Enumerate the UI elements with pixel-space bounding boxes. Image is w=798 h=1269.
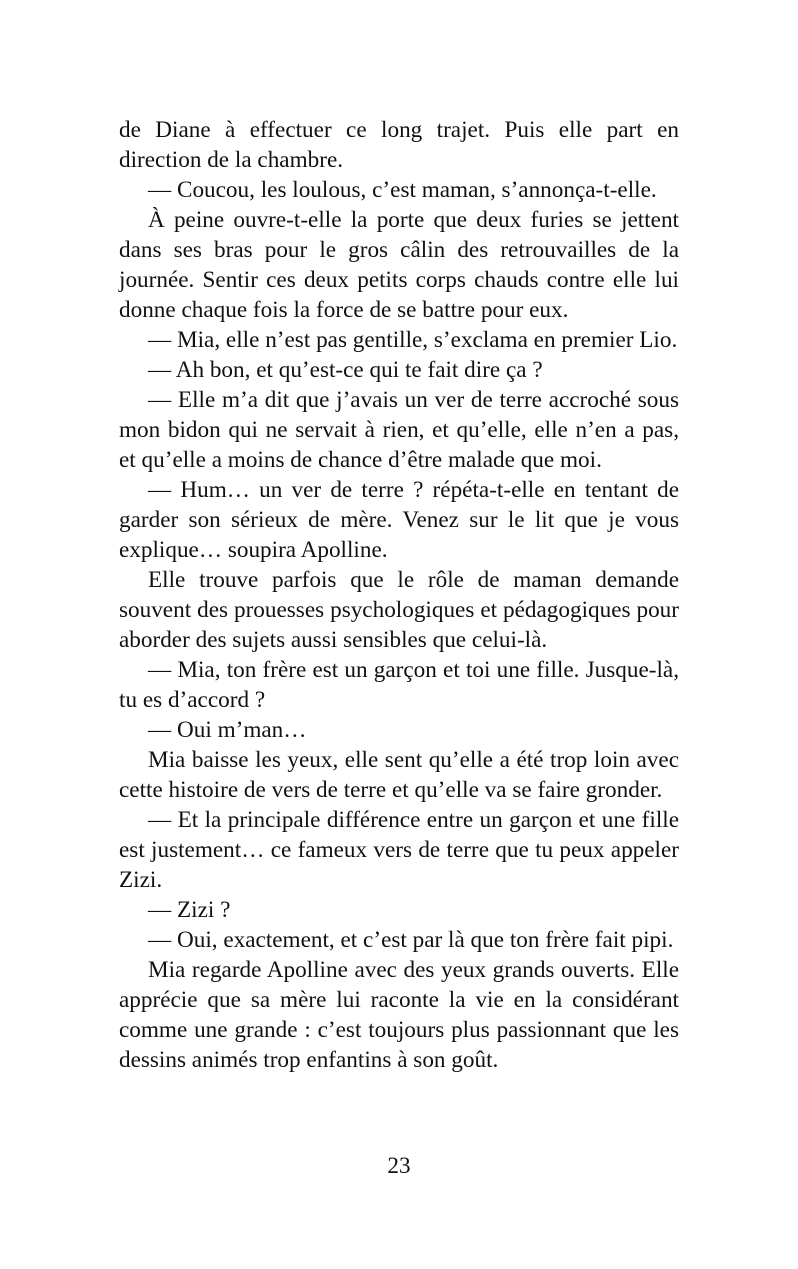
paragraph: — Mia, elle n’est pas gentille, s’exclama en premier Lio.	[148, 327, 678, 353]
paragraph: Elle trouve parfois que le rôle de maman demande souvent des prouesses psychologiques et pédagogiques pour aborder des sujets aussi sensibles que celui-là.	[119, 567, 679, 653]
paragraph: — Mia, ton frère est un garçon et toi une fille. Jusque-là, tu es d’accord ?	[119, 657, 679, 713]
paragraph: — Coucou, les loulous, c’est maman, s’annonça-t-elle.	[148, 177, 657, 203]
paragraph: — Zizi ?	[148, 897, 231, 923]
page-number: 23	[387, 1153, 411, 1179]
paragraph: — Et la principale différence entre un garçon et une fille est justement… ce fameux vers de terre que tu peux appeler Zizi.	[119, 807, 679, 893]
paragraph: — Oui, exactement, et c’est par là que ton frère fait pipi.	[148, 927, 674, 953]
paragraph: Mia regarde Apolline avec des yeux grands ouverts. Elle apprécie que sa mère lui raconte la vie en la considérant comme une grande : c’est toujours plus passionnant que les dessins animés trop enfantins à son goût.	[119, 957, 679, 1073]
paragraph: Mia baisse les yeux, elle sent qu’elle a été trop loin avec cette histoire de vers de terre et qu’elle va se faire gronder.	[119, 747, 679, 803]
paragraph: de Diane à effectuer ce long trajet. Puis elle part en direction de la chambre.	[119, 117, 679, 173]
body-text	[119, 115, 679, 1075]
paragraph: À peine ouvre-t-elle la porte que deux furies se jettent dans ses bras pour le gros câlin des retrouvailles de la journée. Sentir ces deux petits corps chauds contre elle lui donne chaque fois la force de se battre pour eux.	[119, 207, 679, 323]
paragraph: — Oui m’man…	[148, 717, 307, 743]
paragraph: — Hum… un ver de terre ? répéta-t-elle en tentant de garder son sérieux de mère. Venez sur le lit que je vous explique… soupira Apolline.	[119, 477, 679, 563]
paragraph: — Ah bon, et qu’est-ce qui te fait dire ça ?	[148, 357, 543, 383]
paragraph: — Elle m’a dit que j’avais un ver de terre accroché sous mon bidon qui ne servait à rien, et qu’elle, elle n’en a pas, et qu’elle a moins de chance d’être malade que moi.	[119, 387, 679, 473]
